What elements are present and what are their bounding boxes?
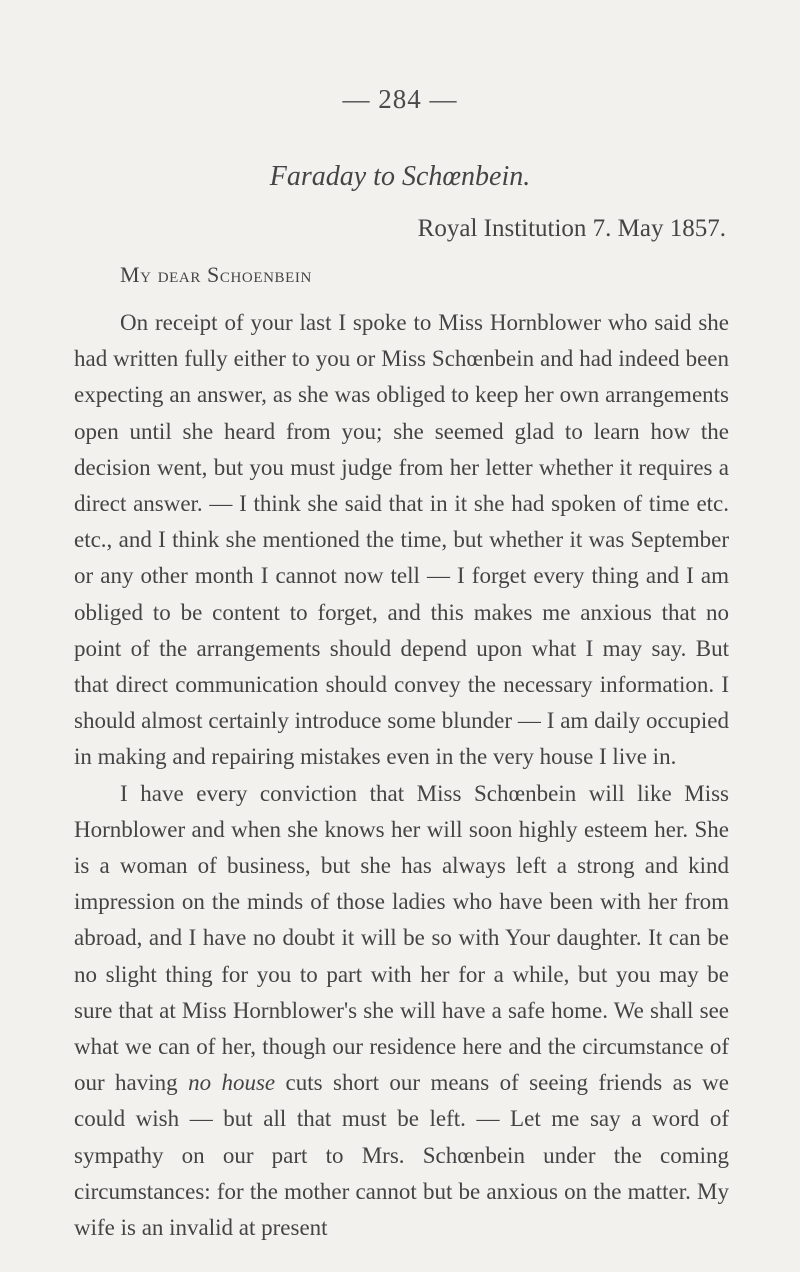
paragraph-2	[74, 776, 729, 1247]
paragraph-2-text-end: cuts short our means of seeing friends as we could wish — but all that must be left. — Let me say a word of sympathy on our part to Mrs. Schœnbein under the coming circumstances: for the mother cannot but be anxious on the matter. My wife is an invalid at present	[74, 1070, 729, 1241]
paragraph-2-text-start: I have every conviction that Miss Schœnbein will like Miss Hornblower and when she knows her will soon highly esteem her. She is a woman of business, but she has always left a strong and kind impression on the minds of those ladies who have been with her from abroad, and I have no doubt it will be so with Your daughter. It can be no slight thing for you to part with her for a while, but you may be sure that at Miss Hornblower's she will have a safe home. We shall see what we can of her, though our residence here and the circumstance of our having	[74, 780, 729, 1096]
paragraph-2-emphasis: no house	[188, 1070, 276, 1096]
page-number: — 284 —	[342, 84, 458, 114]
letter-dateline: Royal Institution 7. May 1857.	[417, 215, 726, 242]
letter-body	[74, 305, 729, 1246]
paragraph-1	[74, 305, 729, 776]
letter-salutation: My dear Schoenbein	[120, 262, 312, 287]
paragraph-1-text: On receipt of your last I spoke to Miss Hornblower who said she had written fully either to you or Miss Schœnbein and had indeed been expecting an answer, as she was obliged to keep her own arrangements open until she heard from you; she seemed glad to learn how the decision went, but you must judge from her letter whether it requires a direct answer. — I think she said that in it she had spoken of time etc. etc., and I think she mentioned the time, but whether it was September or any other month I cannot now tell — I forget every thing and I am obliged to be content to forget, and this makes me anxious that no point of the arrangements should depend upon what I may say. But that direct communication should convey the necessary information. I should almost certainly introduce some blunder — I am daily occupied in making and repairing mistakes even in the very house I live in.	[74, 310, 729, 770]
letter-title: Faraday to Schœnbein.	[269, 161, 531, 192]
